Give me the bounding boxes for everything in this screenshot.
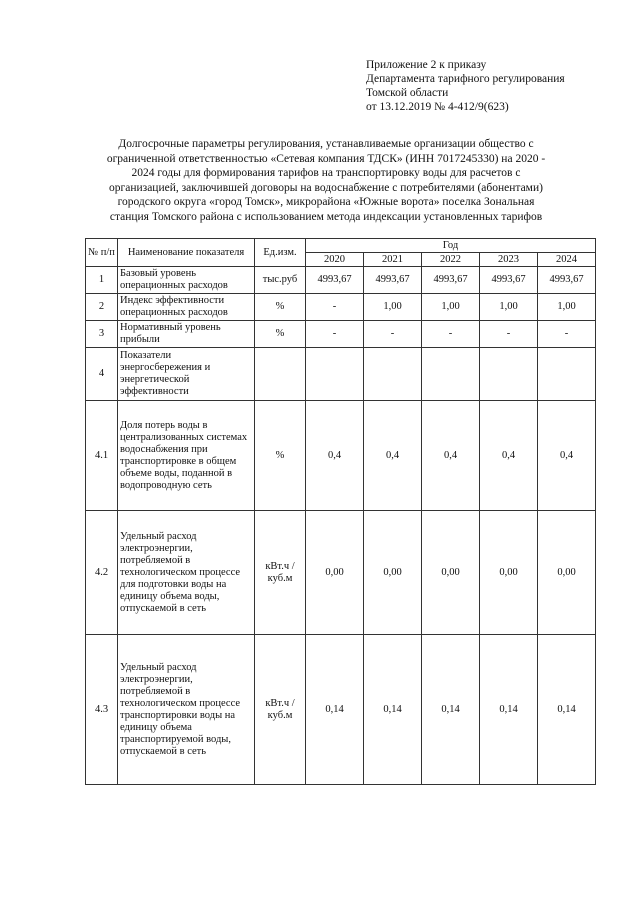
- row-name: Доля потерь воды в централизованных системах водоснабжения при транспортировке в общем объеме воды, поданной в водопроводную сеть: [118, 401, 255, 511]
- row-value: -: [480, 321, 538, 348]
- appendix-reference: [366, 58, 626, 114]
- row-value: 4993,67: [422, 267, 480, 294]
- row-unit: [255, 348, 306, 401]
- row-value: [306, 348, 364, 401]
- header-year: 2024: [538, 253, 596, 267]
- document-title: [46, 137, 606, 224]
- row-value: [422, 348, 480, 401]
- row-num: 4.2: [86, 511, 118, 635]
- row-value: 0,14: [306, 635, 364, 785]
- row-value: 0,00: [422, 511, 480, 635]
- header-year: 2022: [422, 253, 480, 267]
- row-value: 0,4: [422, 401, 480, 511]
- header-year: 2021: [364, 253, 422, 267]
- row-value: 0,14: [364, 635, 422, 785]
- row-unit: %: [255, 321, 306, 348]
- row-value: 0,14: [480, 635, 538, 785]
- row-name: Удельный расход электроэнергии, потребляемой в технологическом процессе для подготовки воды на единицу объема воды, отпускаемой в сеть: [118, 511, 255, 635]
- row-value: -: [306, 294, 364, 321]
- row-value: -: [538, 321, 596, 348]
- header-name: Наименование показателя: [118, 239, 255, 267]
- title-line: станция Томского района с использованием метода индексации установленных тарифов: [109, 210, 543, 223]
- row-value: 0,14: [538, 635, 596, 785]
- row-value: 0,00: [364, 511, 422, 635]
- row-value: 0,14: [422, 635, 480, 785]
- row-value: 0,4: [306, 401, 364, 511]
- appendix-line: Томской области: [366, 87, 449, 99]
- row-name: Удельный расход электроэнергии, потребляемой в технологическом процессе транспортировки воды на единицу объема транспортируемой воды, отпускаемой в сеть: [118, 635, 255, 785]
- row-value: 1,00: [422, 294, 480, 321]
- title-line: ограниченной ответственностью «Сетевая компания ТДСК» (ИНН 7017245330) на 2020 -: [106, 152, 546, 165]
- title-line: Долгосрочные параметры регулирования, устанавливаемые организации общество с: [118, 138, 534, 150]
- row-unit: %: [255, 401, 306, 511]
- row-value: 0,00: [480, 511, 538, 635]
- row-value: -: [364, 321, 422, 348]
- row-value: -: [306, 321, 364, 348]
- appendix-line: от 13.12.2019 № 4-412/9(623): [366, 101, 509, 113]
- row-value: 4993,67: [306, 267, 364, 294]
- header-num: № п/п: [86, 239, 118, 267]
- table-row: [86, 294, 596, 321]
- row-num: 4.3: [86, 635, 118, 785]
- row-num: 4.1: [86, 401, 118, 511]
- appendix-line: Приложение 2 к приказу: [366, 59, 487, 71]
- appendix-line: Департамента тарифного регулирования: [366, 73, 565, 85]
- row-unit: %: [255, 294, 306, 321]
- table-row: [86, 348, 596, 401]
- row-value: -: [422, 321, 480, 348]
- row-name: Базовый уровень операционных расходов: [118, 267, 255, 294]
- row-num: 1: [86, 267, 118, 294]
- row-value: 1,00: [364, 294, 422, 321]
- row-value: [480, 348, 538, 401]
- title-line: 2024 годы для формирования тарифов на транспортировку воды для расчетов с: [131, 167, 521, 179]
- table-row: [86, 321, 596, 348]
- header-year-group: Год: [306, 239, 596, 253]
- row-name: Нормативный уровень прибыли: [118, 321, 255, 348]
- row-num: 3: [86, 321, 118, 348]
- table-row: [86, 267, 596, 294]
- row-value: 0,4: [364, 401, 422, 511]
- row-value: 4993,67: [538, 267, 596, 294]
- row-value: 0,4: [538, 401, 596, 511]
- row-value: 4993,67: [364, 267, 422, 294]
- row-num: 2: [86, 294, 118, 321]
- row-unit: тыс.руб: [255, 267, 306, 294]
- table-row: [86, 635, 596, 785]
- row-unit: кВт.ч / куб.м: [255, 635, 306, 785]
- row-name: Показатели энергосбережения и энергетической эффективности: [118, 348, 255, 401]
- header-year: 2020: [306, 253, 364, 267]
- row-value: [364, 348, 422, 401]
- row-value: 1,00: [480, 294, 538, 321]
- title-line: городского округа «город Томск», микрорайона «Южные ворота» поселка Зональная: [117, 196, 535, 208]
- parameters-table: [85, 238, 596, 785]
- header-unit: Ед.изм.: [255, 239, 306, 267]
- table-row: [86, 511, 596, 635]
- row-value: 0,4: [480, 401, 538, 511]
- title-line: организацией, заключившей договоры на водоснабжение с потребителями (абонентами): [109, 181, 543, 194]
- row-value: 0,00: [306, 511, 364, 635]
- row-name: Индекс эффективности операционных расходов: [118, 294, 255, 321]
- row-value: [538, 348, 596, 401]
- row-value: 1,00: [538, 294, 596, 321]
- row-value: 0,00: [538, 511, 596, 635]
- row-value: 4993,67: [480, 267, 538, 294]
- row-num: 4: [86, 348, 118, 401]
- table-row: [86, 401, 596, 511]
- row-unit: кВт.ч / куб.м: [255, 511, 306, 635]
- header-year: 2023: [480, 253, 538, 267]
